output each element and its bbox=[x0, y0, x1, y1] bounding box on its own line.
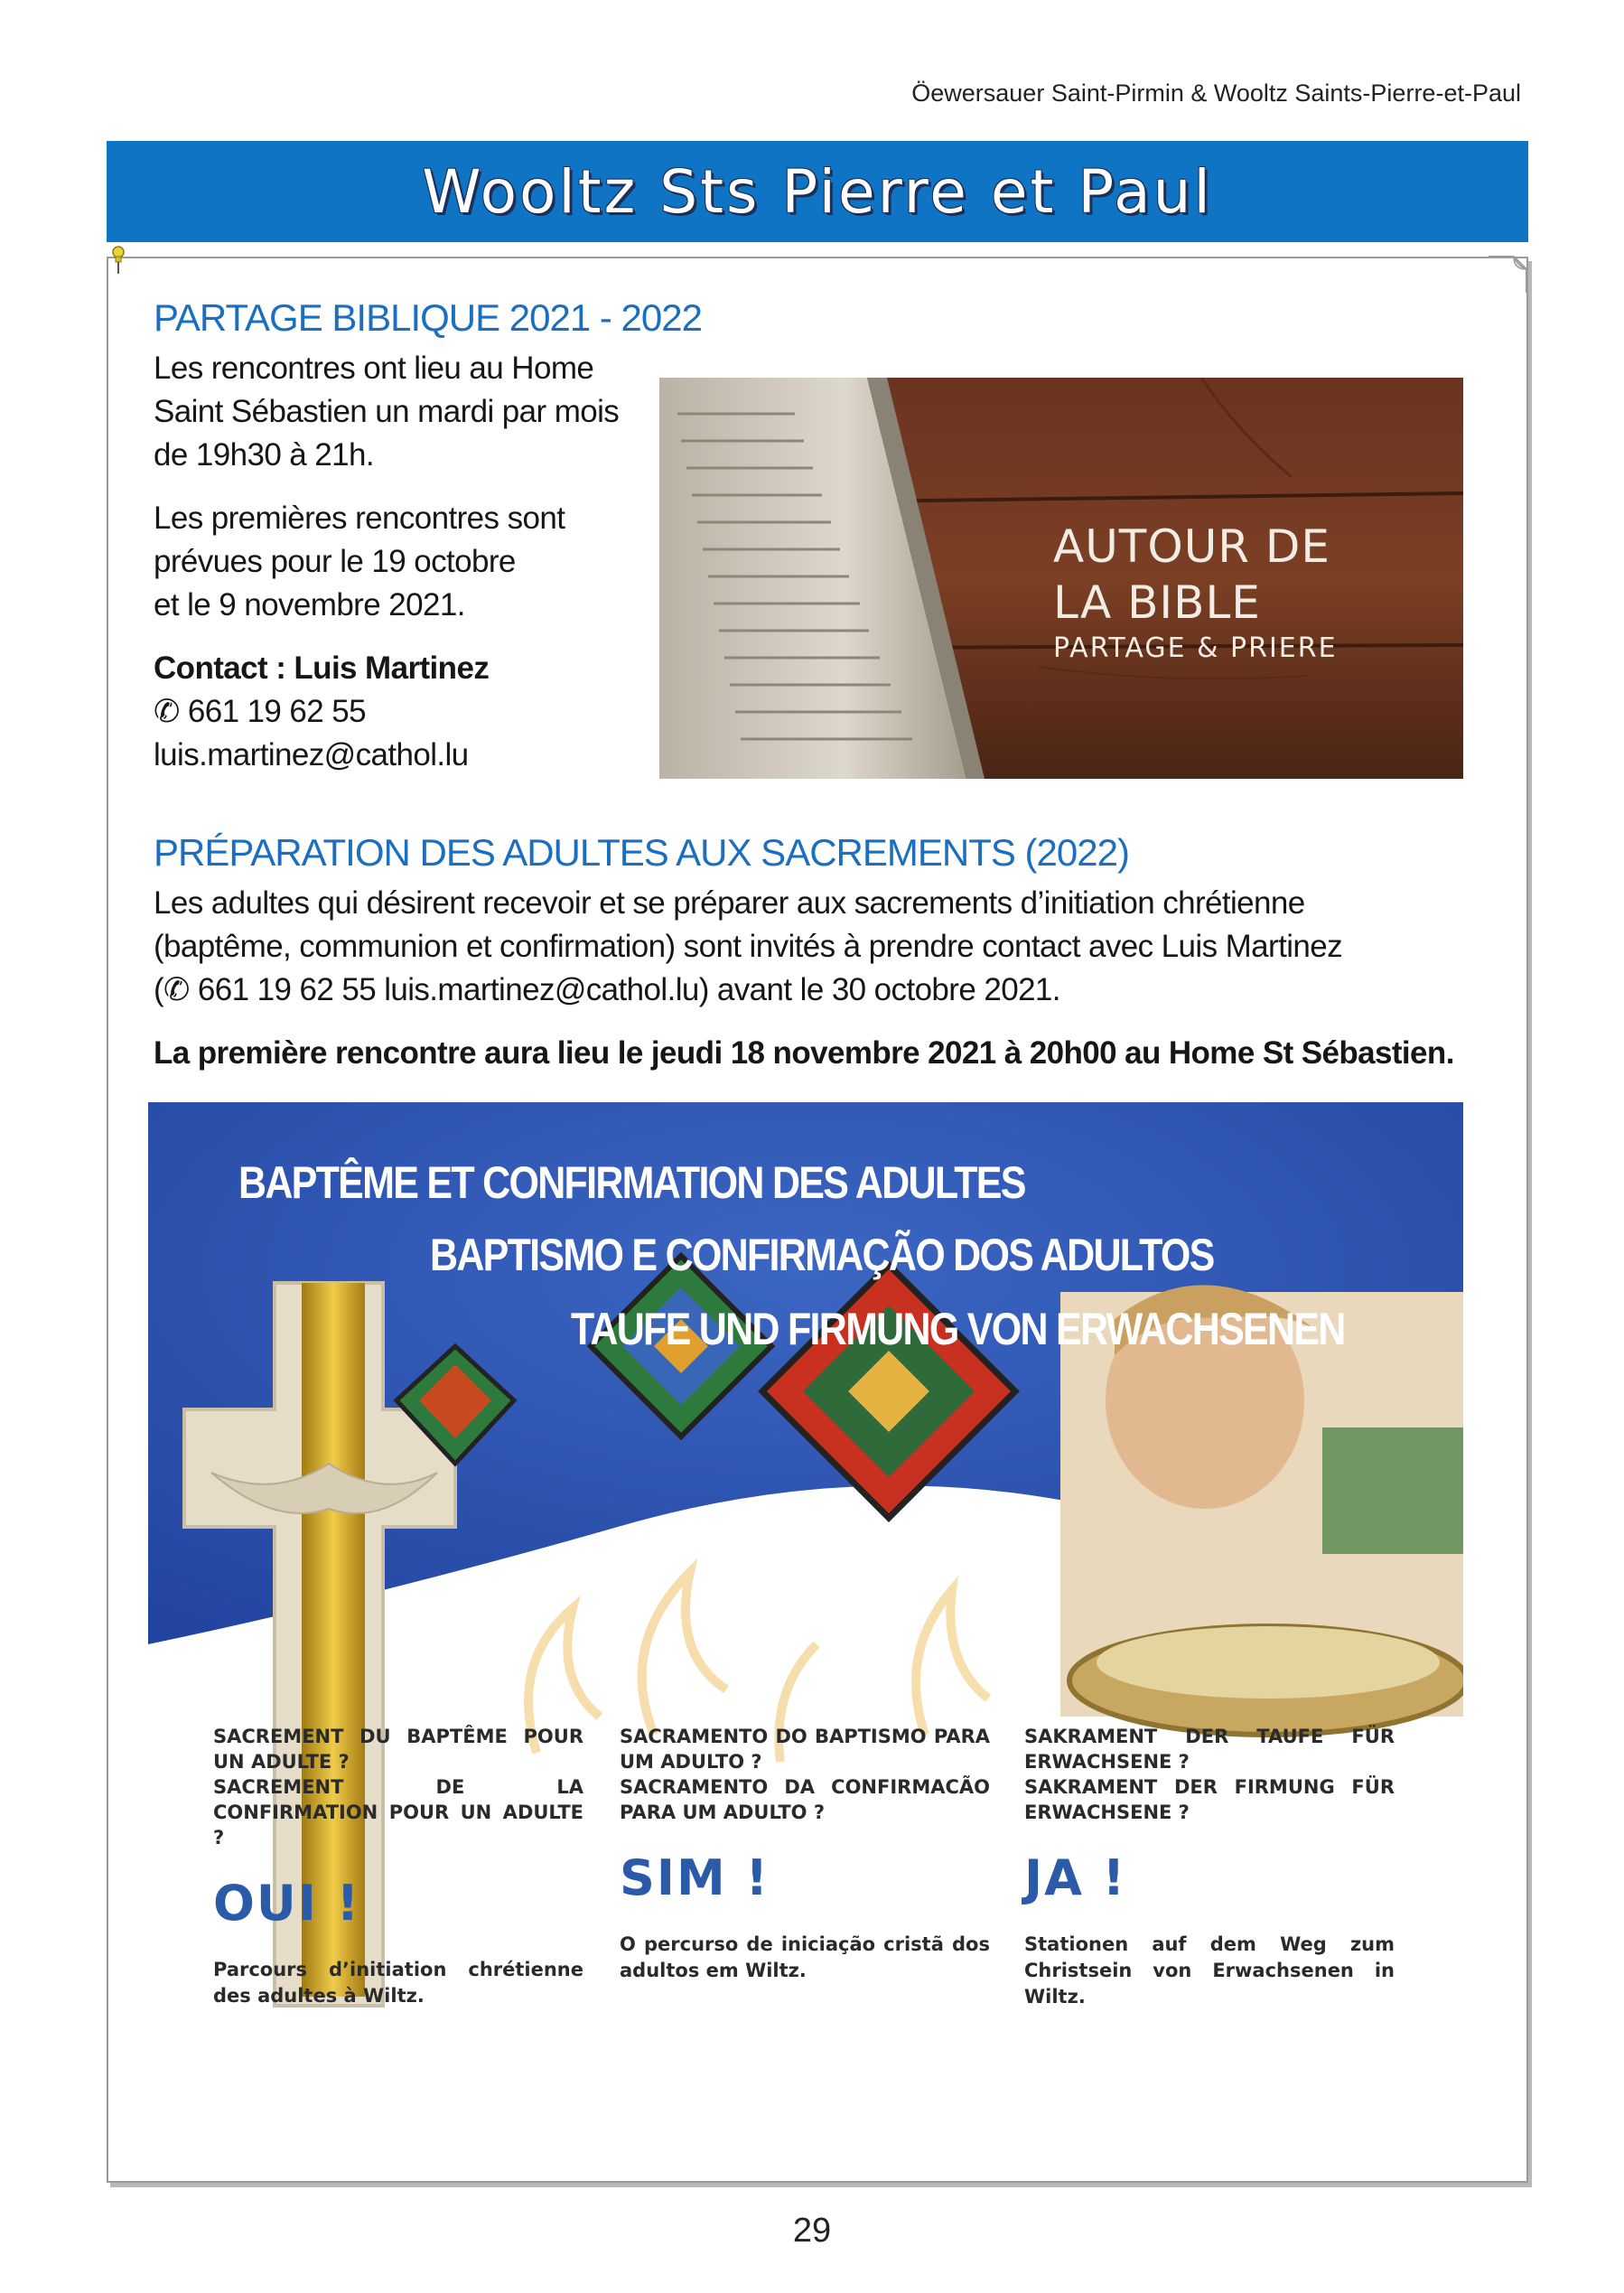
text-line: Les premières rencontres sont bbox=[154, 501, 565, 536]
contact-label: Contact : Luis Martinez bbox=[154, 650, 490, 686]
column-description: O percurso de iniciação cristã dos adultos em Wiltz. bbox=[620, 1933, 990, 1981]
contact-phone: ✆ 661 19 62 55 bbox=[154, 694, 367, 729]
text-line: et le 9 novembre 2021. bbox=[154, 587, 465, 622]
bible-caption bbox=[1053, 519, 1338, 667]
answer-yes: SIM ! bbox=[620, 1849, 770, 1906]
first-meeting-notice: La première rencontre aura lieu le jeudi 18 novembre 2021 à 20h00 au Home St Sébastien. bbox=[154, 1035, 1454, 1071]
question-baptism: SAKRAMENT DER TAUFE FÜR ERWACHSENE ? bbox=[1024, 1726, 1395, 1773]
text-line: Les adultes qui désirent recevoir et se préparer aux sacrements d’initiation chrétienne bbox=[154, 885, 1305, 921]
answer-yes: JA ! bbox=[1024, 1849, 1127, 1906]
text-line: (✆ 661 19 62 55 luis.martinez@cathol.lu) avant le 30 octobre 2021. bbox=[154, 972, 1060, 1007]
column-description: Parcours d’initiation chrétienne des adultes à Wiltz. bbox=[213, 1959, 583, 2007]
text-line: de 19h30 à 21h. bbox=[154, 437, 375, 473]
caption-line-1: AUTOUR DE bbox=[1053, 520, 1331, 573]
question-baptism: SACREMENT DU BAPTÊME POUR UN ADULTE ? bbox=[213, 1726, 583, 1773]
question-confirmation: SAKRAMENT DER FIRMUNG FÜR ERWACHSENE ? bbox=[1024, 1776, 1395, 1823]
preparation-text bbox=[154, 882, 1472, 1075]
question-confirmation: SACREMENT DE LA CONFIRMATION POUR UN ADULTE ? bbox=[213, 1776, 583, 1848]
section-title-partage: PARTAGE BIBLIQUE 2021 - 2022 bbox=[154, 296, 702, 339]
question-baptism: SACRAMENTO DO BAPTISMO PARA UM ADULTO ? bbox=[620, 1726, 990, 1773]
text-line: (baptême, communion et confirmation) sont invités à prendre contact avec Luis Martinez bbox=[154, 929, 1342, 964]
section-title-preparation: PRÉPARATION DES ADULTES AUX SACREMENTS (2022) bbox=[154, 831, 1129, 874]
page-banner bbox=[107, 141, 1528, 242]
sacraments-poster bbox=[148, 1102, 1463, 2112]
page-number: 29 bbox=[792, 2212, 832, 2250]
banner-title: Wooltz Sts Pierre et Paul bbox=[422, 156, 1213, 227]
pushpin-icon bbox=[108, 246, 128, 275]
question-confirmation: SACRAMENTO DA CONFIRMACÃO PARA UM ADULTO ? bbox=[620, 1776, 990, 1823]
caption-line-3: PARTAGE & PRIERE bbox=[1053, 632, 1338, 664]
contact-email: luis.martinez@cathol.lu bbox=[154, 737, 469, 772]
poster-column-de bbox=[1024, 1724, 1395, 2010]
partage-text bbox=[154, 347, 659, 777]
poster-heading-fr: BAPTÊME ET CONFIRMATION DES ADULTES bbox=[238, 1157, 1025, 1208]
poster-heading-de: TAUFE UND FIRMUNG VON ERWACHSENEN bbox=[571, 1304, 1345, 1354]
poster-heading-pt: BAPTISMO E CONFIRMAÇÃO DOS ADULTOS bbox=[430, 1230, 1214, 1280]
text-line: Saint Sébastien un mardi par mois bbox=[154, 394, 620, 429]
caption-line-2: LA BIBLE bbox=[1053, 576, 1261, 629]
text-line: Les rencontres ont lieu au Home bbox=[154, 351, 594, 386]
column-description: Stationen auf dem Weg zum Christsein von Erwachsenen in Wiltz. bbox=[1024, 1933, 1395, 2008]
page-curl-icon bbox=[1487, 249, 1532, 295]
poster-column-fr bbox=[213, 1724, 583, 2009]
poster-column-pt bbox=[620, 1724, 990, 1984]
answer-yes: OUI ! bbox=[213, 1875, 361, 1932]
running-header: Öewersauer Saint-Pirmin & Wooltz Saints-Pierre-et-Paul bbox=[911, 80, 1521, 107]
text-line: prévues pour le 19 octobre bbox=[154, 544, 516, 579]
